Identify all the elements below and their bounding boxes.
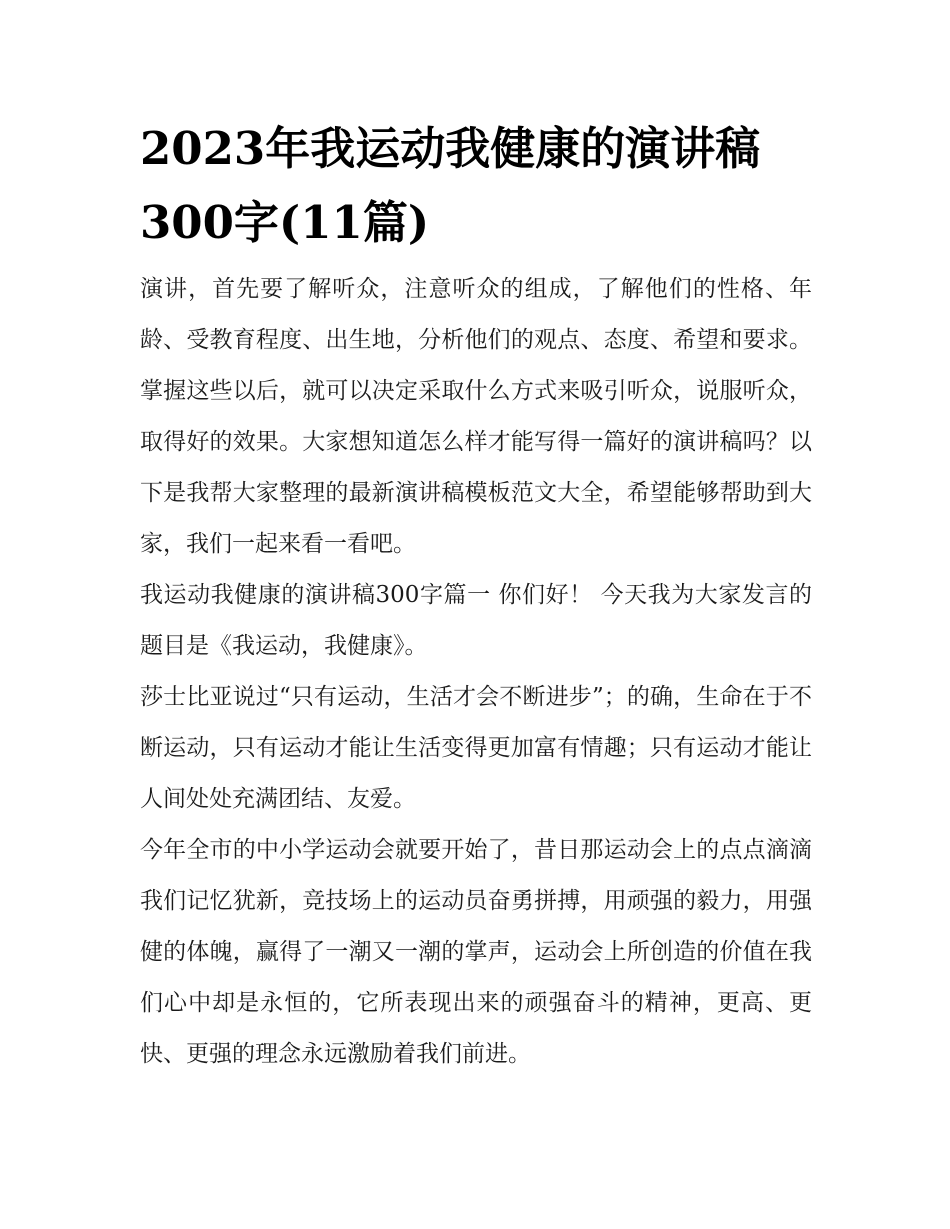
- document-content: [140, 112, 812, 1080]
- sports-meet-paragraph: 今年全市的中小学运动会就要开始了，昔日那运动会上的点点滴滴我们记忆犹新，竞技场上的运动员奋勇拼搏，用顽强的毅力，用强健的体魄，赢得了一潮又一潮的掌声，运动会上所创造的价值在我们心中却是永恒的，它所表现出来的顽强奋斗的精神，更高、更快、更强的理念永远激励着我们前进。: [140, 837, 812, 1067]
- document-body: [140, 264, 812, 1080]
- speech-opening-paragraph: 我运动我健康的演讲稿300字篇一 你们好！ 今天我为大家发言的题目是《我运动，我健康》。: [140, 582, 812, 659]
- intro-paragraph: 演讲，首先要了解听众，注意听众的组成，了解他们的性格、年龄、受教育程度、出生地，分析他们的观点、态度、希望和要求。掌握这些以后，就可以决定采取什么方式来吸引听众，说服听众，取得好的效果。大家想知道怎么样才能写得一篇好的演讲稿吗？以下是我帮大家整理的最新演讲稿模板范文大全，希望能够帮助到大家，我们一起来看一看吧。: [140, 276, 812, 557]
- quote-paragraph: 莎士比亚说过“只有运动，生活才会不断进步”；的确，生命在于不断运动，只有运动才能让生活变得更加富有情趣；只有运动才能让人间处处充满团结、友爱。: [140, 684, 812, 812]
- document-title: 2023年我运动我健康的演讲稿300字(11篇): [140, 122, 761, 249]
